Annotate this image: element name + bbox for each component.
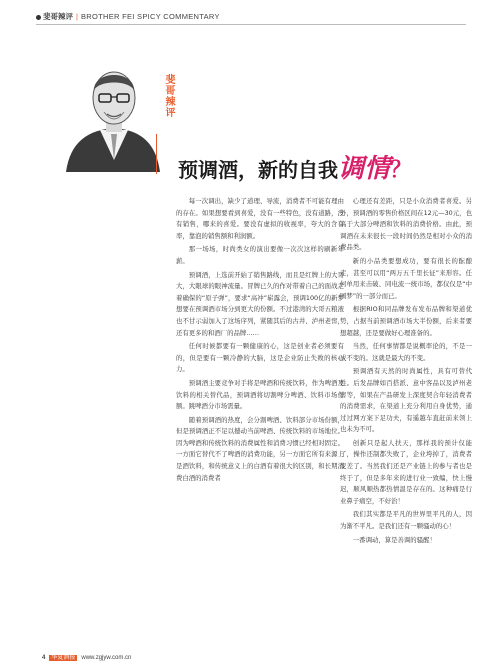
page-footer <box>42 653 131 663</box>
paragraph: 每一次调出，缺少了道理、导流，消费者不可能有理由的存在。如果想要看到喜爱，没有一些特色，没有道路，没有销售，哪来的喜爱。要没有虚拟的收视率，夸大的含有率，靠泡的销售额和利润额。 <box>176 197 344 240</box>
paragraph: 新的小品类要想成功，要有很长的酝酿走，甚至可以用“两万五千里长征”来形容。任何单用来击破、同电流一统市场，都仅仅是“中国梦”的一部分而已。 <box>340 256 472 300</box>
paragraph: 当然，任何事情都是说概率论的，不是一成不变的。这就是最大的不变。 <box>340 342 472 362</box>
column-name-en: BROTHER FEI SPICY COMMENTARY <box>80 12 220 21</box>
article-column-right <box>340 196 472 548</box>
running-header <box>36 10 466 25</box>
paragraph: 心理还有差距，只是小众消费者喜爱。另外，预调酒的零售价格区间在12元—30元，也高于大部分啤酒和饮料的消费价格。由此，预调酒在未来很长一段时间仍然是相对小众的消费品类。 <box>340 197 472 252</box>
column-name-zh: 斐哥辣评 <box>43 12 73 21</box>
paragraph: 那一场场，时尚类女的演出要像一次次这样的刷新年薪。 <box>176 245 344 265</box>
paragraph: 根据RIO和同品牌发布发布品牌和渠道优势，占据当前预调酒市场大半份额，后来者要想超越，还是要做好心理准备的。 <box>340 305 472 337</box>
paragraph: 一番调动，算是善调的骚醒！ <box>352 535 436 544</box>
headline-question-mark: ？ <box>390 158 413 183</box>
column-vertical-title: 斐哥辣评 <box>163 74 174 118</box>
article-headline <box>178 150 468 188</box>
paragraph: 我们其实都是平凡的世界里平凡的人，因为渐不平凡。是我们还有一颗骚动的心！ <box>340 510 472 531</box>
header-separator: | <box>76 12 78 21</box>
paragraph: 创新只是起人扶天，那样我的预计仅能了，操作还制都失败了，企业垮掉了，消费者变差了。当然我们还是产业链上的参与者也是终于了，但是多年来的进行业一致编，快上慢迟，顺风顺热都热情温是存在的。这种痛是行业鼻子痛空，不好治！ <box>340 438 472 505</box>
magazine-name: 华夏酒报 <box>51 655 76 661</box>
headline-text: 预调酒，新的自我 <box>178 158 338 182</box>
paragraph: 预调酒主要竞争对手将是啤酒和传统饮料，作为啤酒及饮料的相关替代品，预调酒将切割啤分啤酒、饮料市场份额。跳啤酒分市场需量。 <box>176 378 344 411</box>
paragraph: 预调酒有天然的时尚属性，具有可替代性。后发品牌如百搭派、意中客品以及泸州老窖等，如果在产品研发上深度契合年轻消费者的消费需求，在渠道上充分利用自身优势，通过过网方案下足功夫，有遥越车直赶前来领上也未为不可。 <box>340 367 472 434</box>
headline-accent: 调情 <box>338 154 391 184</box>
page-number: 4 <box>42 655 46 661</box>
paragraph: 预调酒，上选前开始了销售路线，而且是红牌上的大哥大，大眼球的眼神流量。冒牌已久的作对带着自己的面战走着确保的“原子弹”，要求“高冲”崭露会，预调100亿的新梦想要在预调酒市场分到更大的份额。不过港湾的大哥五粮液也不甘示弱加入了这场序列，紧随其后的古井、泸州老窖，还有更多的和酒厂的品牌…… <box>176 270 344 337</box>
bullet-icon <box>36 15 41 20</box>
article-column-left <box>176 196 344 486</box>
paragraph: 任何时候都要有一颗健康的心，这是创业者必须要有的，但是要有一颗冷静的大脑，这是企业防止失败的核心力。 <box>176 342 344 374</box>
vertical-divider <box>156 134 157 174</box>
website-url: www.zgjyw.com.cn <box>81 655 132 661</box>
paragraph: 随着预调酒的热度，会分割啤酒、饮料部分市场份额，但是预调酒正不足以撼动当前啤酒、传统饮料的市场地位。因为啤酒和传统饮料的消费属性和消费习惯已经相对固定。一方面它替代不了啤酒的消费功能，另一方面它所有来源上是酒饮料，和传统意义上的白酒有着很大的区别，和长期消费白酒的消费者 <box>176 415 344 482</box>
